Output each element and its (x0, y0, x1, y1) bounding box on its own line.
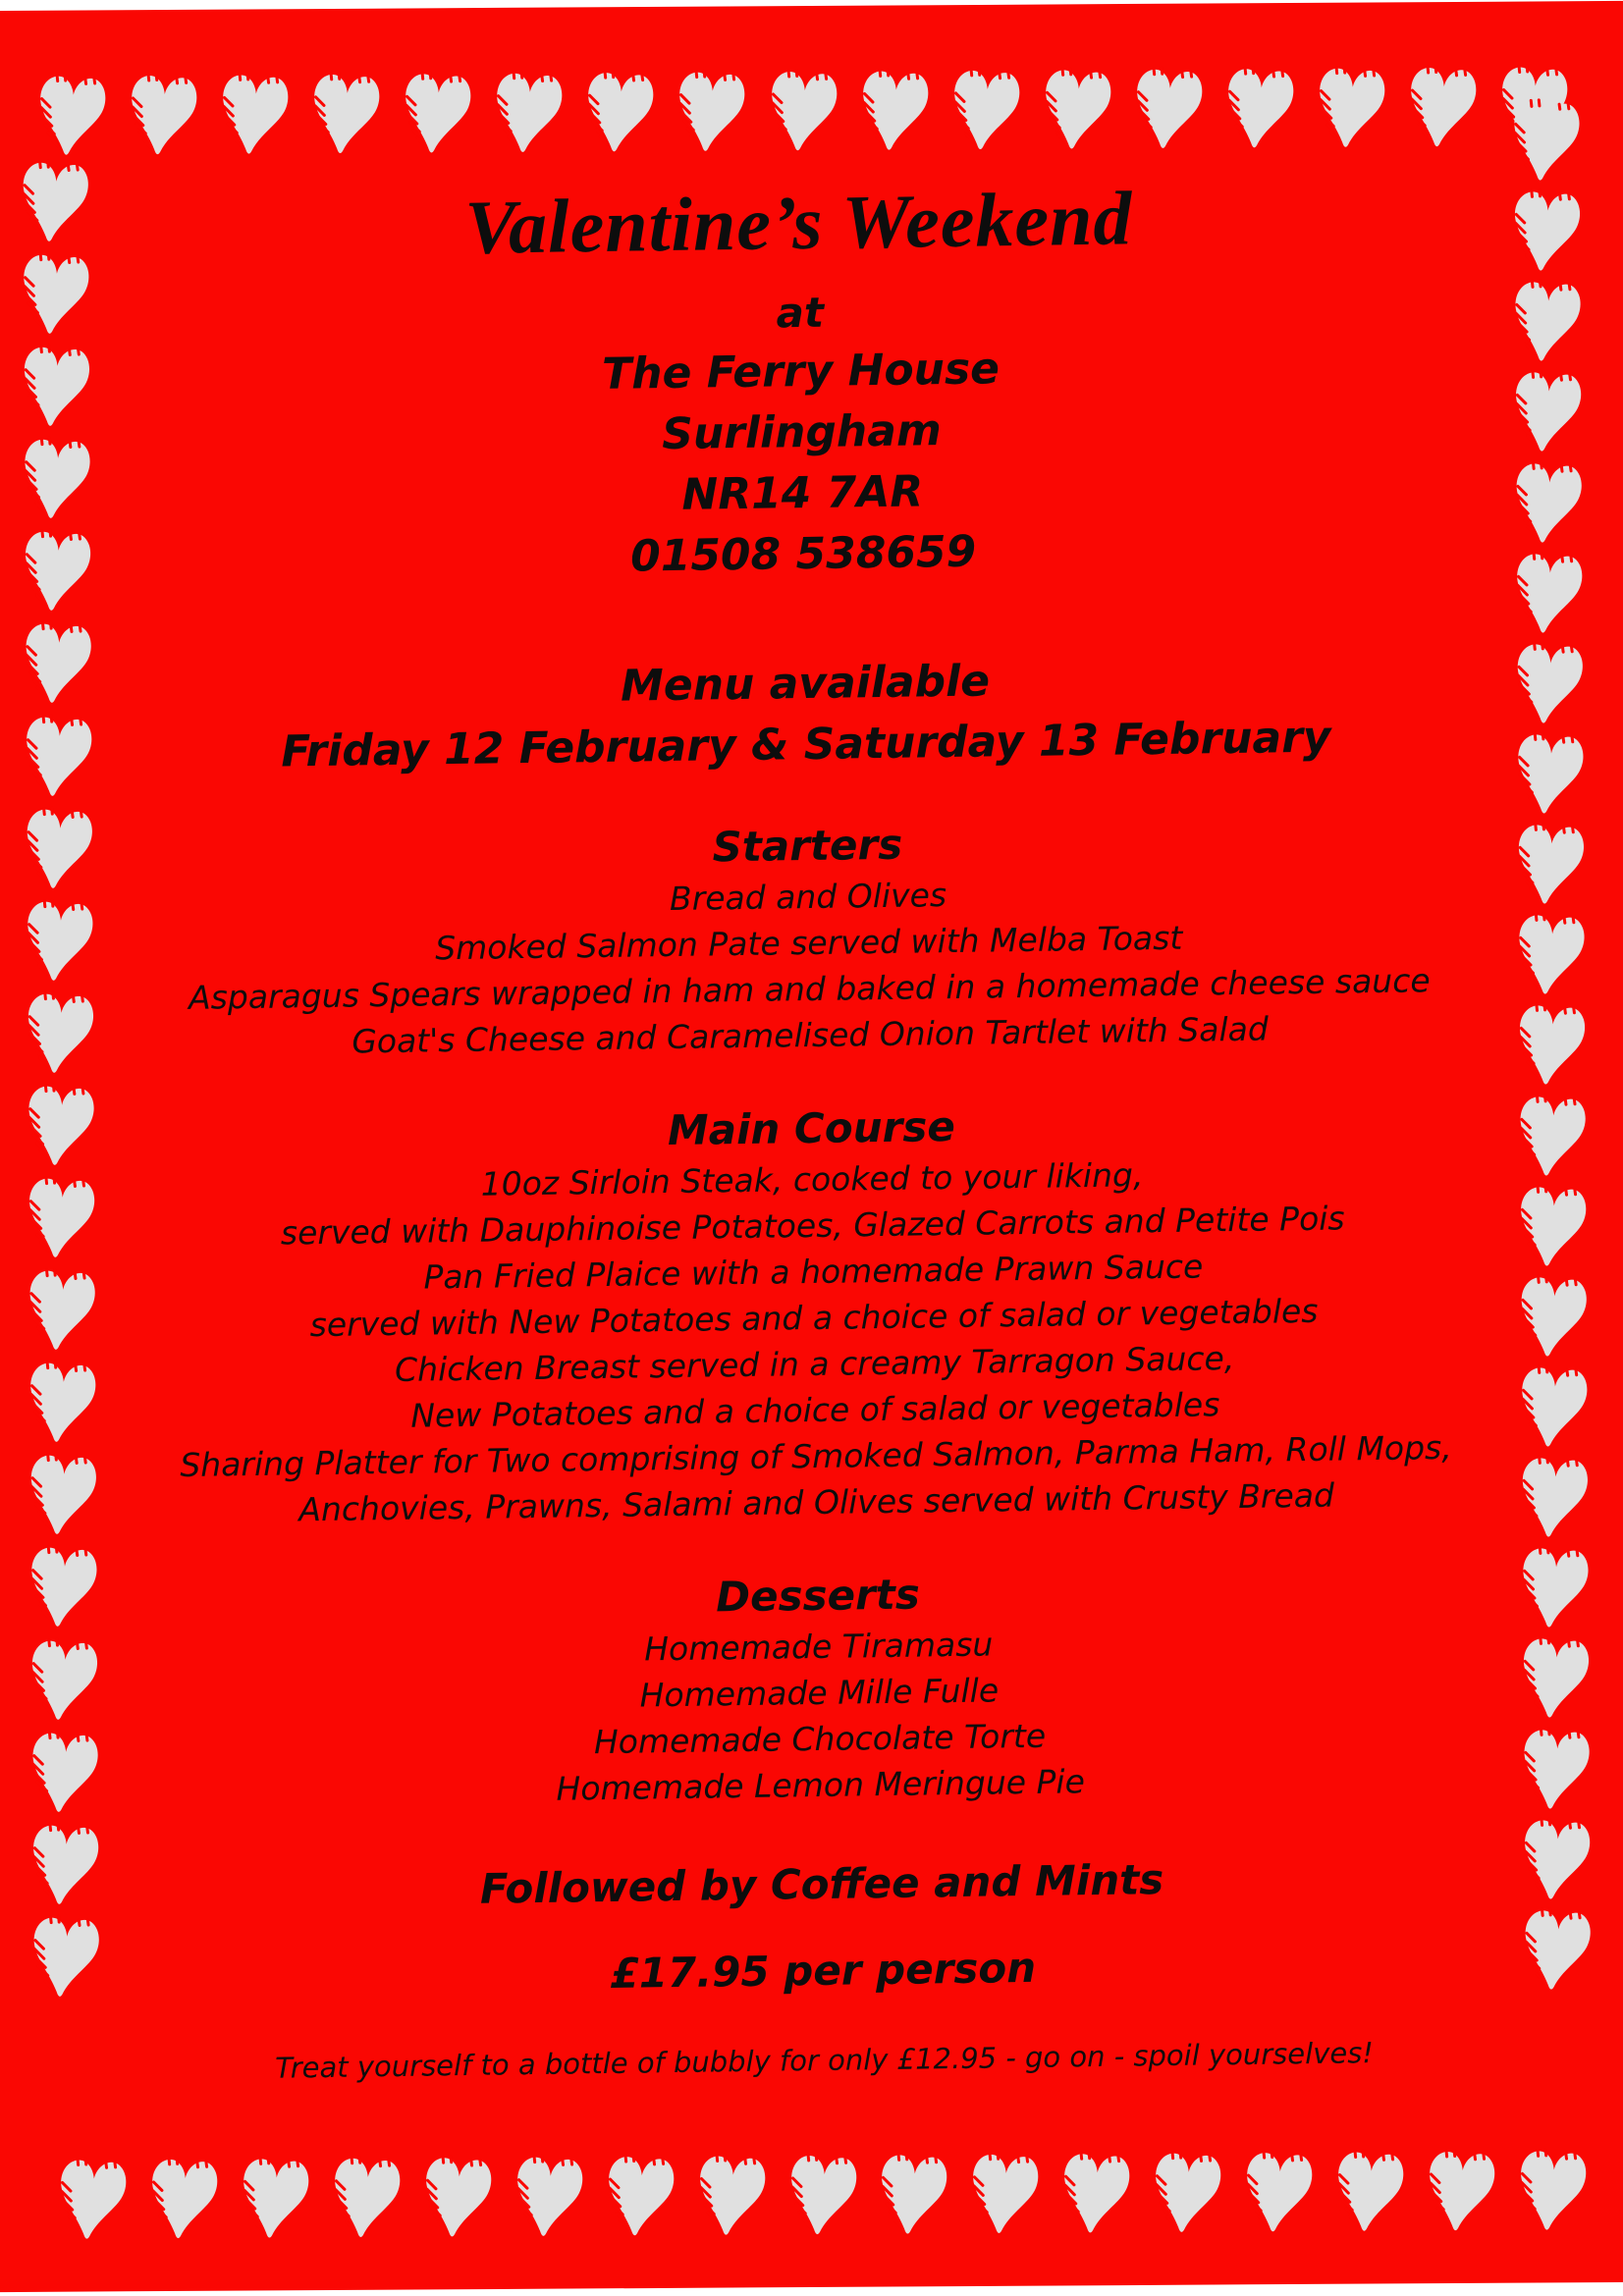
heart-icon (491, 65, 568, 159)
menu-item: Sharing Platter for Two comprising of Smoked Salmon, Parma Ham, Roll Mops, (180, 1427, 1452, 1485)
heart-icon (1515, 1268, 1592, 1362)
heart-icon (27, 1724, 103, 1818)
heart-icon (1516, 1359, 1593, 1453)
heart-icon (126, 67, 202, 161)
menu-item: Chicken Breast served in a creamy Tarragon Sauce, (394, 1339, 1235, 1389)
heart-border-bottom (57, 2144, 1589, 2244)
paper-background (0, 1, 1623, 2292)
heart-icon (1519, 1901, 1596, 1996)
heart-icon (26, 1539, 102, 1633)
heart-icon (947, 62, 1024, 156)
heart-icon (17, 153, 93, 247)
offer-line: Treat yourself to a bottle of bubbly for only £12.95 - go on - spoil yourselves! (275, 2036, 1375, 2085)
heart-icon (1518, 1721, 1595, 1815)
heart-icon (19, 431, 95, 525)
menu-item: New Potatoes and a choice of salad or vegetables (410, 1385, 1220, 1435)
heart-icon (876, 2146, 952, 2240)
menu-item: served with Dauphinoise Potatoes, Glazed Carrots and Petite Pois (280, 1199, 1345, 1253)
menu-item: Homemade Tiramasu (643, 1625, 994, 1669)
heart-icon (21, 708, 97, 802)
heart-icon (784, 2147, 861, 2241)
venue-postcode: NR14 7AR (681, 466, 924, 520)
venue-phone: 01508 538659 (629, 526, 977, 582)
heart-icon (1424, 2143, 1500, 2237)
heart-icon (1241, 2144, 1318, 2238)
heart-icon (1513, 906, 1590, 1000)
heart-icon (1130, 61, 1207, 155)
heart-border-top (36, 60, 1570, 160)
heart-icon (856, 62, 933, 156)
menu-content (100, 173, 1522, 2095)
heart-icon (20, 523, 96, 617)
coffee-note: Followed by Coffee and Mints (479, 1855, 1164, 1913)
heart-icon (582, 64, 659, 158)
menu-item: Smoked Salmon Pate served with Melba Toast (434, 918, 1183, 968)
heart-icon (26, 1631, 102, 1726)
heart-icon (1514, 997, 1591, 1092)
heart-icon (1514, 1088, 1591, 1182)
heart-icon (1515, 2142, 1592, 2236)
heart-icon (1510, 364, 1587, 458)
heart-icon (1150, 2144, 1226, 2238)
heart-icon (308, 66, 385, 160)
heart-icon (22, 892, 98, 987)
heart-icon (967, 2146, 1044, 2240)
menu-item: Pan Fried Plaice with a homemade Prawn Sauce (423, 1247, 1204, 1297)
heart-icon (1511, 635, 1588, 729)
heart-icon (1314, 59, 1390, 153)
heart-icon (18, 246, 94, 341)
menu-item: Homemade Lemon Meringue Pie (556, 1762, 1086, 1808)
menu-sections (110, 809, 1519, 1818)
heart-icon (24, 1262, 100, 1357)
heart-icon (1516, 1449, 1593, 1543)
heart-icon (1509, 273, 1586, 367)
availability-label: Menu available (620, 656, 991, 712)
section-heading-desserts: Desserts (715, 1570, 921, 1622)
menu-item: Homemade Mille Fulle (639, 1671, 1000, 1715)
heart-icon (21, 800, 97, 894)
heart-icon (1512, 725, 1589, 820)
heart-icon (602, 2148, 678, 2242)
heart-icon (27, 1908, 104, 2002)
menu-item: Anchovies, Prawns, Salami and Olives served with Crusty Bread (298, 1475, 1335, 1529)
heart-border-right (1510, 94, 1593, 1994)
heart-icon (1519, 1811, 1596, 1905)
heart-icon (18, 339, 94, 433)
heart-icon (34, 67, 111, 161)
heart-icon (1517, 1630, 1594, 1725)
heart-icon (1039, 61, 1115, 155)
heart-icon (23, 1077, 99, 1171)
heart-icon (1058, 2145, 1135, 2239)
heart-icon (1510, 454, 1587, 549)
heart-icon (1511, 545, 1588, 639)
heart-icon (419, 2149, 496, 2243)
heart-icon (1512, 816, 1589, 910)
heart-icon (25, 1447, 101, 1541)
section-heading-main-course: Main Course (667, 1101, 956, 1155)
heart-icon (238, 2150, 314, 2244)
heart-icon (400, 65, 476, 159)
at-label: at (776, 288, 825, 338)
heart-icon (511, 2148, 587, 2242)
menu-item: 10oz Sirloin Steak, cooked to your liking, (480, 1155, 1144, 1203)
heart-icon (27, 1816, 104, 1910)
heart-icon (674, 63, 750, 157)
heart-icon (24, 1170, 100, 1264)
heart-icon (765, 63, 841, 157)
menu-item: served with New Potatoes and a choice of salad or vegetables (309, 1291, 1319, 1345)
heart-icon (1405, 59, 1482, 153)
menu-item: Goat's Cheese and Caramelised Onion Tartlet with Salad (352, 1009, 1270, 1061)
heart-icon (1508, 183, 1585, 277)
heart-icon (1221, 60, 1298, 154)
menu-item: Asparagus Spears wrapped in ham and baked in a homemade cheese sauce (188, 961, 1431, 1017)
venue-location: Surlingham (661, 405, 943, 460)
heart-icon (1515, 1178, 1592, 1272)
venue-name: The Ferry House (601, 344, 1001, 400)
section-heading-starters: Starters (712, 820, 903, 872)
heart-icon (22, 985, 98, 1079)
heart-icon (217, 66, 294, 160)
menu-item: Bread and Olives (669, 876, 947, 918)
menu-item: Homemade Chocolate Torte (593, 1716, 1047, 1762)
heart-icon (20, 615, 96, 710)
heart-icon (1517, 1539, 1594, 1633)
heart-icon (328, 2150, 405, 2244)
heart-border-left (20, 155, 101, 2001)
heart-icon (693, 2147, 770, 2241)
heart-icon (55, 2151, 132, 2245)
availability-dates: Friday 12 February & Saturday 13 February (280, 712, 1331, 777)
page-title: Valentine’s Weekend (463, 175, 1133, 270)
price-line: £17.95 per person (610, 1943, 1037, 1998)
heart-icon (1332, 2143, 1409, 2237)
heart-icon (1508, 92, 1585, 187)
heart-icon (25, 1355, 101, 1449)
heart-icon (146, 2151, 223, 2245)
